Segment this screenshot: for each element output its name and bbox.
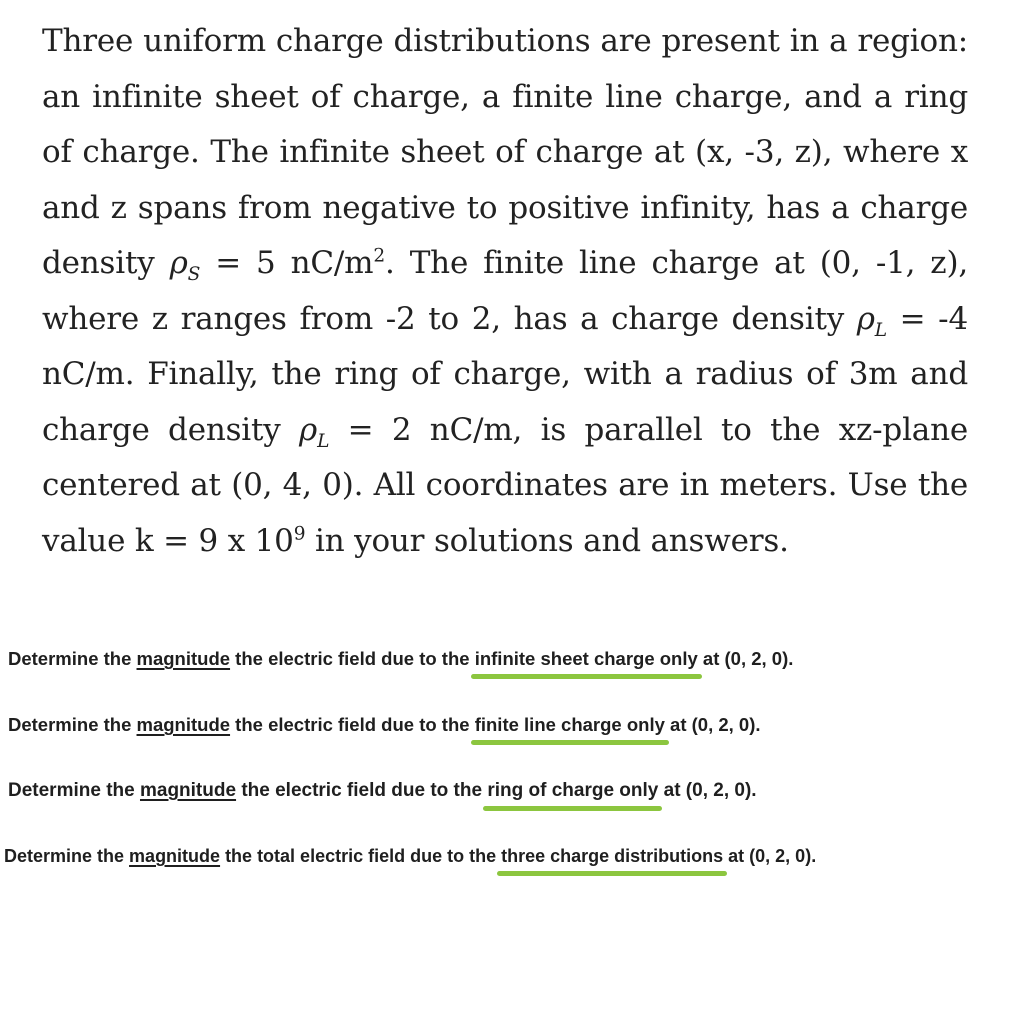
- question-3: Determine the magnitude the electric field due to the ring of charge only at (0, 2, 0).: [8, 780, 757, 801]
- magnitude-emphasis: magnitude: [129, 846, 221, 866]
- question-2: Determine the magnitude the electric field due to the finite line charge only at (0, 2, 0).: [8, 714, 761, 735]
- problem-text-part-2: = 5 nC/m: [200, 245, 374, 281]
- highlighted-phrase: three charge distributions: [501, 846, 724, 866]
- problem-text-part-6: in your solutions and answers.: [305, 522, 789, 559]
- problem-text-part-5: = 2 nC/m, is parallel to the xz-plane centered at (0, 4, 0). All coordinates are in meters. Use the value k = 9 x 10: [42, 411, 968, 559]
- magnitude-emphasis: magnitude: [139, 780, 237, 801]
- question-4: Determine the magnitude the total electric field due to the three charge distributions at (0, 2, 0).: [4, 846, 817, 866]
- question-list: [0, 648, 1024, 912]
- rho-l-ring-symbol: $\rho_L$: [299, 411, 330, 452]
- rho-s-symbol: $\rho_S$: [169, 245, 201, 286]
- question-1: Determine the magnitude the electric field due to the infinite sheet charge only at (0, 2, 0).: [8, 648, 794, 669]
- highlighted-phrase: infinite sheet charge only: [474, 648, 698, 669]
- exponent-superscript: 9: [293, 523, 306, 545]
- problem-statement: [42, 14, 968, 569]
- problem-text-part-4: = -4 nC/m. Finally, the ring of charge, with a radius of 3m and charge density: [42, 300, 968, 448]
- highlighted-phrase: finite line charge only: [474, 714, 665, 735]
- magnitude-emphasis: magnitude: [136, 714, 231, 735]
- squared-superscript: 2: [373, 245, 385, 267]
- highlighted-phrase: ring of charge only: [487, 780, 659, 801]
- problem-text-part-1: Three uniform charge distributions are present in a region: an infinite sheet of charge, a finite line charge, and a ring of charge. The infinite sheet of charge at (x, -3, z), where x and z spans from negative to positive infinity, has a charge density: [42, 23, 968, 281]
- rho-l-symbol: $\rho_L$: [856, 300, 887, 341]
- magnitude-emphasis: magnitude: [136, 648, 231, 669]
- problem-text-part-3: . The finite line charge at (0, -1, z), where z ranges from -2 to 2, has a charge density: [42, 245, 968, 337]
